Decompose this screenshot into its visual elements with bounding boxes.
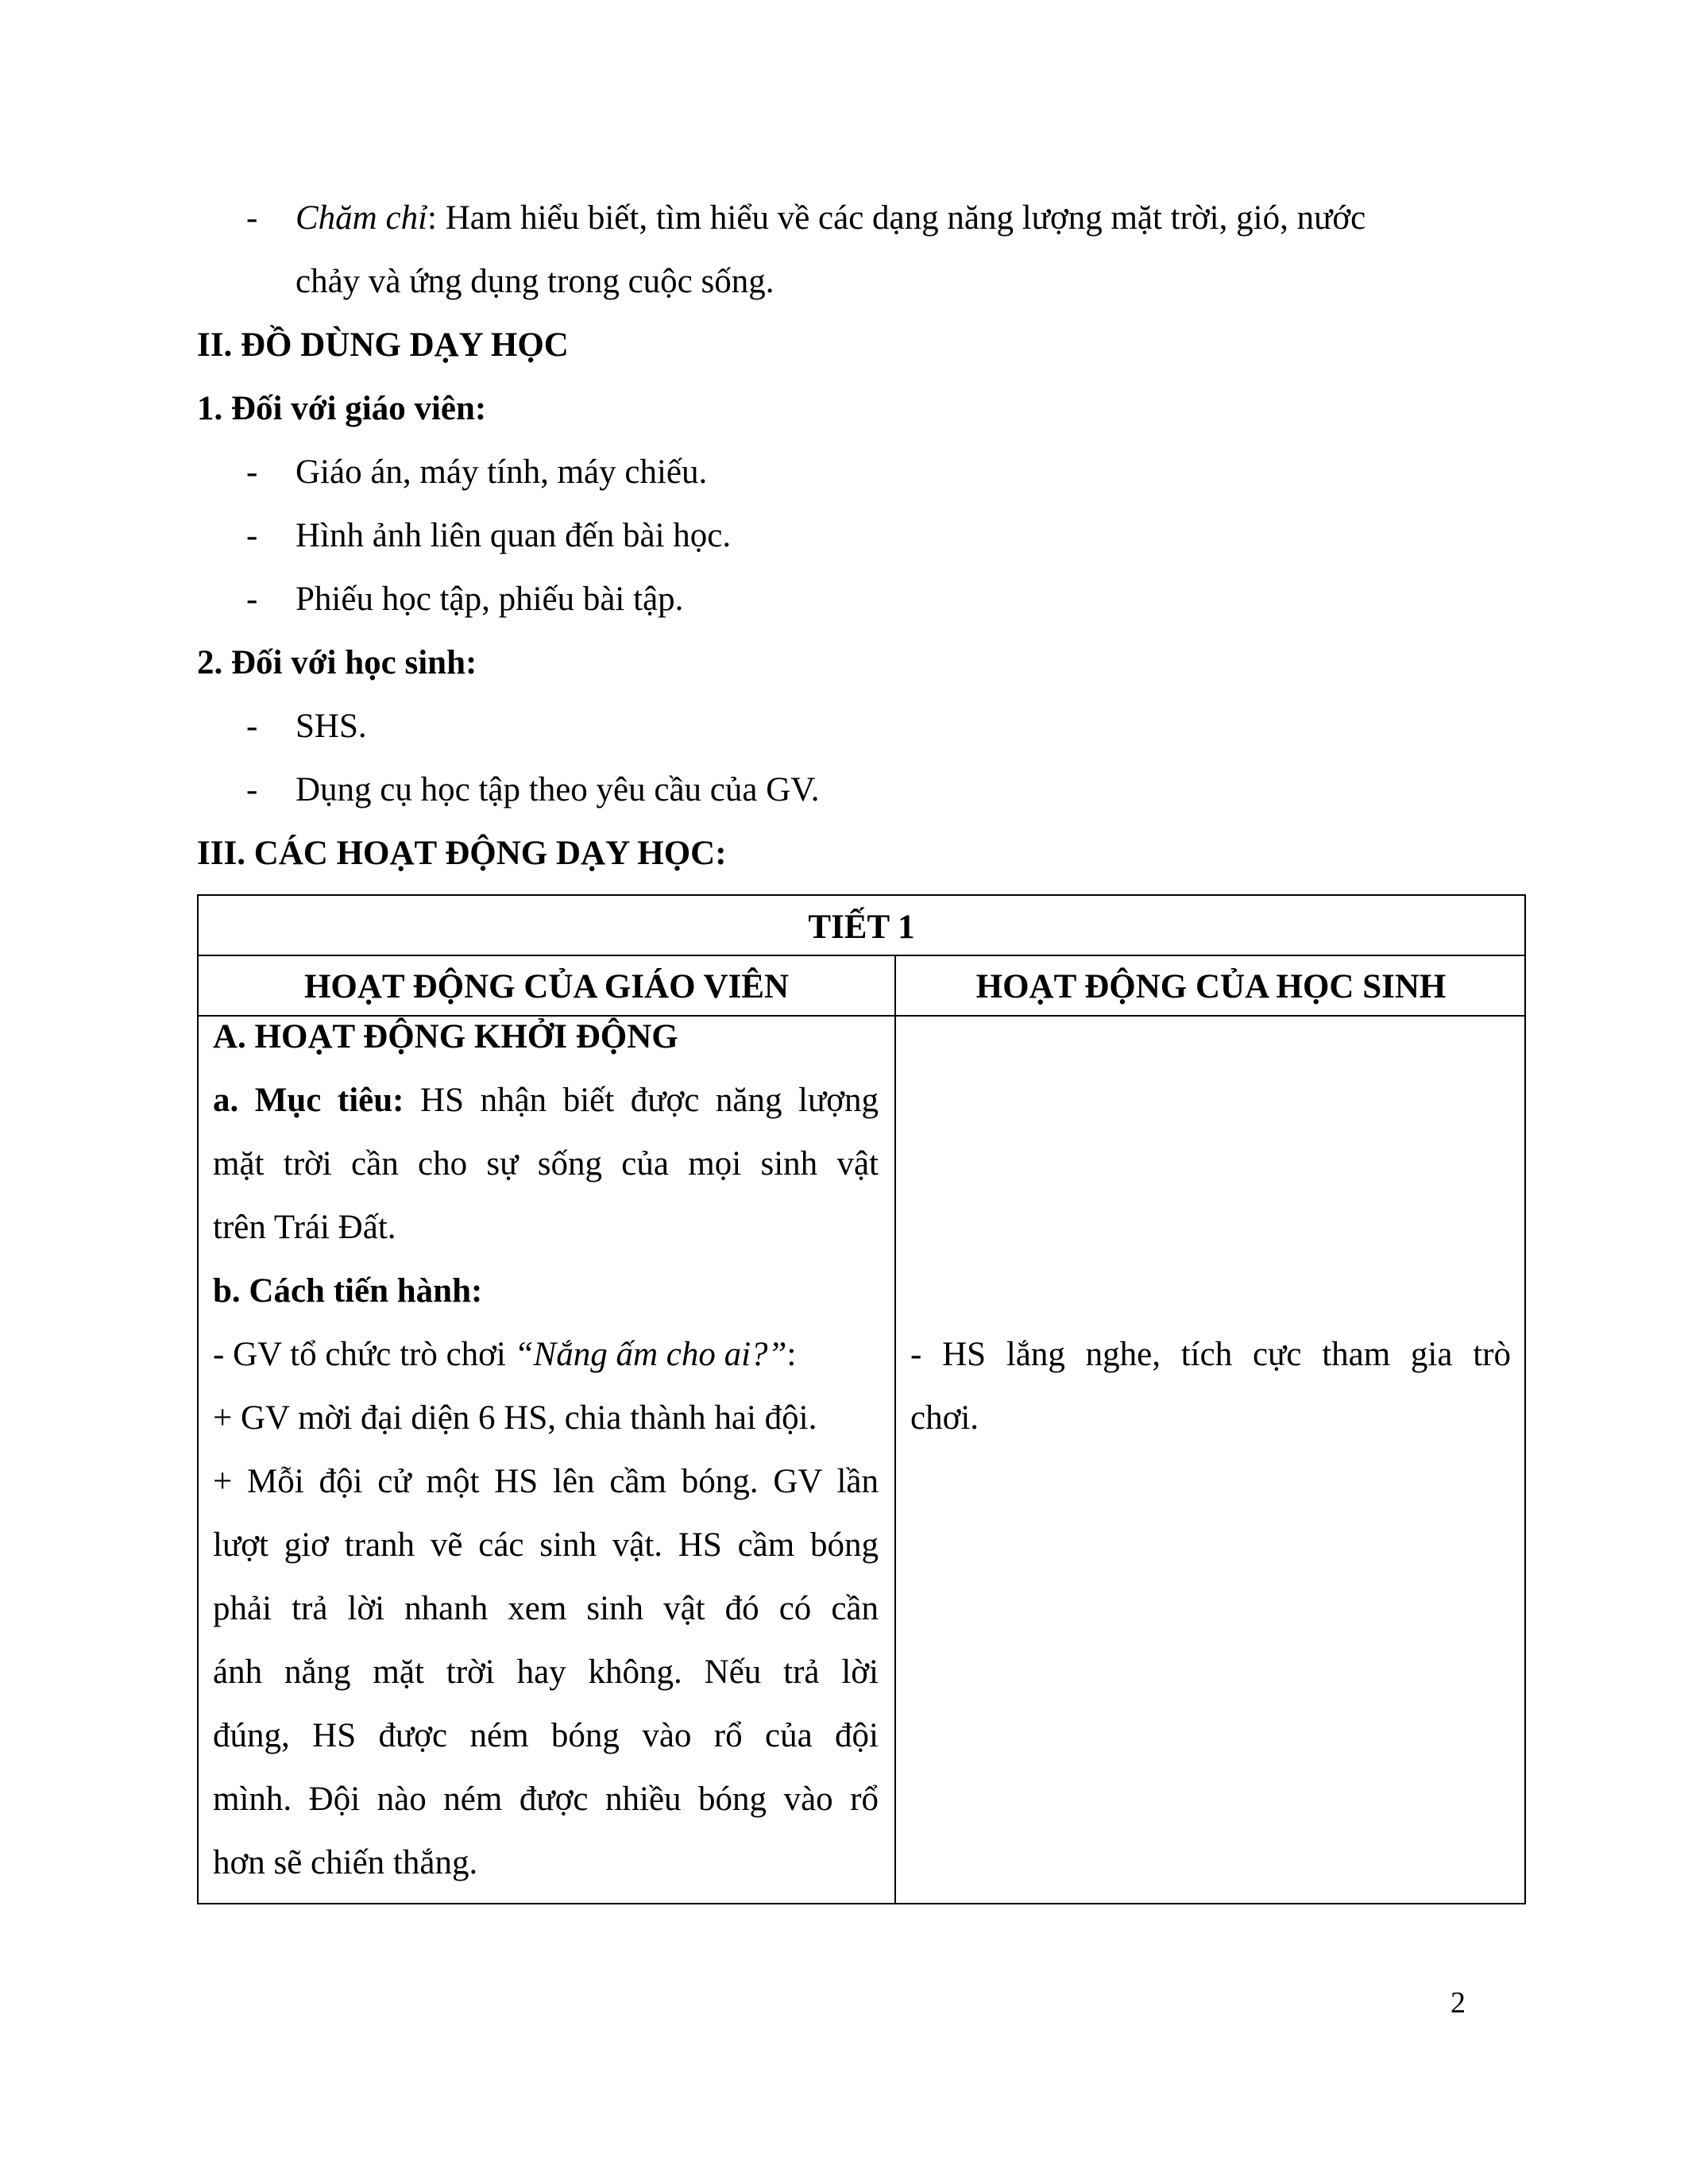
cham-chi-line (295, 201, 1365, 235)
cach-tien-hanh-label: b. Cách tiến hành: (213, 1272, 483, 1310)
student-activity-line: - HS lắng nghe, tích cực tham gia trò (910, 1336, 1511, 1373)
student-activity-line: chơi. (910, 1399, 979, 1437)
bullet-dash: - (246, 771, 258, 808)
teacher-heading: 1. Đối với giáo viên: (197, 390, 487, 427)
activities-table (197, 894, 1526, 1904)
section-3-title: III. CÁC HOẠT ĐỘNG DẠY HỌC: (197, 835, 727, 872)
student-item: Dụng cụ học tập theo yêu cầu của GV. (295, 771, 820, 808)
teacher-item: Phiếu học tập, phiếu bài tập. (295, 581, 684, 618)
cham-chi-text: : Ham hiểu biết, tìm hiểu về các dạng năng lượng mặt trời, gió, nước (427, 199, 1366, 237)
muc-tieu-line: trên Trái Đất. (213, 1209, 396, 1246)
step-line: phải trả lời nhanh xem sinh vật đó có cần (213, 1590, 879, 1627)
section-2-title: II. ĐỒ DÙNG DẠY HỌC (197, 326, 569, 364)
bullet-dash: - (246, 708, 258, 745)
step-line: ánh nắng mặt trời hay không. Nếu trả lời (213, 1653, 879, 1691)
teacher-item: Hình ảnh liên quan đến bài học. (295, 517, 732, 554)
step-line: lượt giơ tranh vẽ các sinh vật. HS cầm bóng (213, 1526, 879, 1564)
table-divider (199, 955, 1524, 956)
muc-tieu-line (213, 1083, 879, 1117)
cham-chi-label: Chăm chỉ (295, 199, 428, 237)
step-line: mình. Đội nào ném được nhiều bóng vào rổ (213, 1781, 879, 1818)
muc-tieu-label: a. Mục tiêu: (213, 1082, 404, 1119)
student-item: SHS. (295, 708, 367, 745)
bullet-dash: - (246, 581, 258, 618)
column-divider (894, 956, 896, 1903)
cham-chi-continuation: chảy và ứng dụng trong cuộc sống. (295, 263, 774, 300)
muc-tieu-text: HS nhận biết được năng lượng (404, 1082, 879, 1119)
bullet-dash: - (246, 517, 258, 554)
table-title: TIẾT 1 (808, 909, 915, 946)
teacher-item: Giáo án, máy tính, máy chiếu. (295, 453, 708, 491)
step-line: hơn sẽ chiến thắng. (213, 1844, 478, 1881)
col-header-student: HOẠT ĐỘNG CỦA HỌC SINH (975, 968, 1447, 1005)
page-number: 2 (1450, 1986, 1466, 2020)
game-line (213, 1337, 796, 1372)
activity-heading: A. HOẠT ĐỘNG KHỞI ĐỘNG (213, 1018, 678, 1055)
step-line: + GV mời đại diện 6 HS, chia thành hai đội. (213, 1399, 817, 1437)
game-suffix: : (786, 1336, 797, 1373)
bullet-dash: - (246, 199, 258, 237)
col-header-teacher: HOẠT ĐỘNG CỦA GIÁO VIÊN (303, 968, 790, 1005)
step-line: + Mỗi đội cử một HS lên cầm bóng. GV lần (213, 1463, 879, 1500)
muc-tieu-line: mặt trời cần cho sự sống của mọi sinh vật (213, 1145, 879, 1183)
game-name: “Nắng ấm cho ai?” (514, 1336, 787, 1373)
game-prefix: - GV tổ chức trò chơi (213, 1336, 515, 1373)
student-heading: 2. Đối với học sinh: (197, 644, 477, 681)
bullet-dash: - (246, 453, 258, 491)
step-line: đúng, HS được ném bóng vào rổ của đội (213, 1717, 879, 1754)
